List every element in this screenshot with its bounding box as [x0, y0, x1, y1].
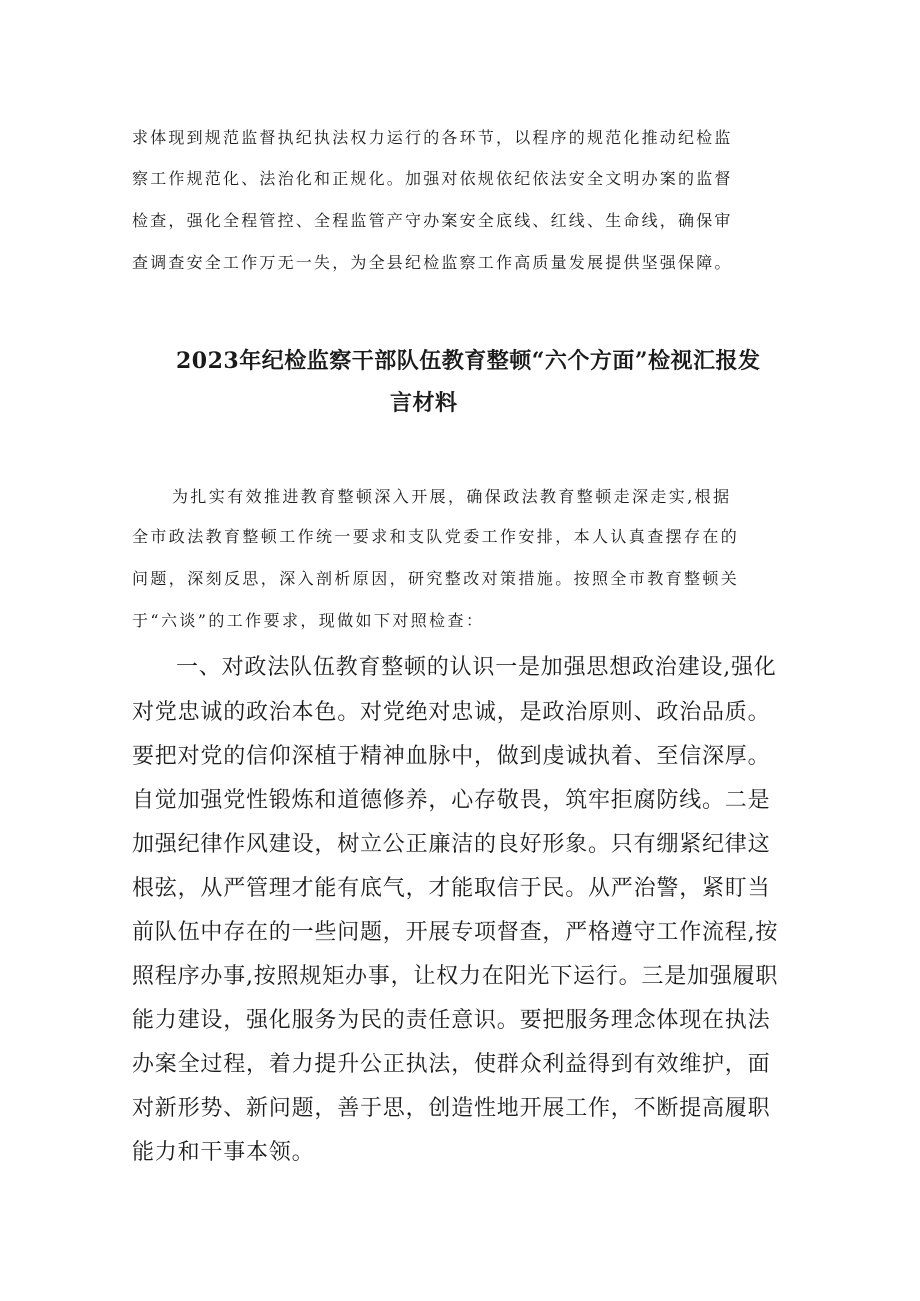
- paragraph2-line-6: 根弦，从严管理才能有底气，才能取信于民。从严治警，紧盯当: [132, 876, 771, 901]
- paragraph2-line-10: 办案全过程，着力提升公正执法，使群众利益得到有效维护，面: [132, 1052, 771, 1077]
- paragraph2-line-11: 对新形势、新问题，善于思，创造性地开展工作，不断提高履职: [132, 1096, 771, 1121]
- intro-line-2: 察工作规范化、法治化和正规化。加强对依规依纪依法安全文明办案的监督: [132, 169, 733, 188]
- title-line-1: 2023年纪检监察干部队伍教育整顿“六个方面”检视汇报发: [176, 348, 761, 374]
- paragraph1-line-3: 问题，深刻反思，深入剖析原因，研究整改对策措施。按照全市教育整顿关: [132, 569, 740, 588]
- paragraph2-line-4: 自觉加强党性锻炼和道德修养，心存敬畏，筑牢拒腐防线。二是: [132, 788, 771, 813]
- paragraph2-line-3: 要把对党的信仰深植于精神血脉中，做到虔诚执着、至信深厚。: [132, 744, 771, 769]
- paragraph1-line-1: 为扎实有效推进教育整顿深入开展，确保政法教育整顿走深走实,根据: [172, 487, 732, 506]
- intro-line-3: 检查，强化全程管控、全程监管产守办案安全底线、红线、生命线，确保审: [132, 211, 733, 230]
- paragraph2-line-2: 对党忠诚的政治本色。对党绝对忠诚，是政治原则、政治品质。: [132, 700, 771, 725]
- paragraph2-line-8: 照程序办事,按照规矩办事，让权力在阳光下运行。三是加强履职: [132, 964, 779, 989]
- paragraph2-line-12: 能力和干事本领。: [132, 1140, 315, 1165]
- paragraph1-line-2: 全市政法教育整顿工作统一要求和支队党委工作安排，本人认真查摆存在的: [132, 527, 740, 546]
- paragraph2-line-1: 一、对政法队伍教育整顿的认识一是加强思想政治建设,强化: [176, 655, 777, 680]
- title-line-2: 言材料: [390, 390, 458, 416]
- paragraph1-line-4: 于“六谈”的工作要求，现做如下对照检查：: [132, 611, 485, 630]
- paragraph2-line-5: 加强纪律作风建设，树立公正廉洁的良好形象。只有绷紧纪律这: [132, 832, 771, 857]
- intro-line-1: 求体现到规范监督执纪执法权力运行的各环节，以程序的规范化推动纪检监: [132, 128, 733, 147]
- paragraph2-line-9: 能力建设，强化服务为民的责任意识。要把服务理念体现在执法: [132, 1008, 771, 1033]
- paragraph2-line-7: 前队伍中存在的一些问题，开展专项督查，严格遵守工作流程,按: [132, 920, 779, 945]
- intro-line-4: 查调查安全工作万无一失，为全县纪检监察工作高质量发展提供坚强保障。: [132, 253, 733, 272]
